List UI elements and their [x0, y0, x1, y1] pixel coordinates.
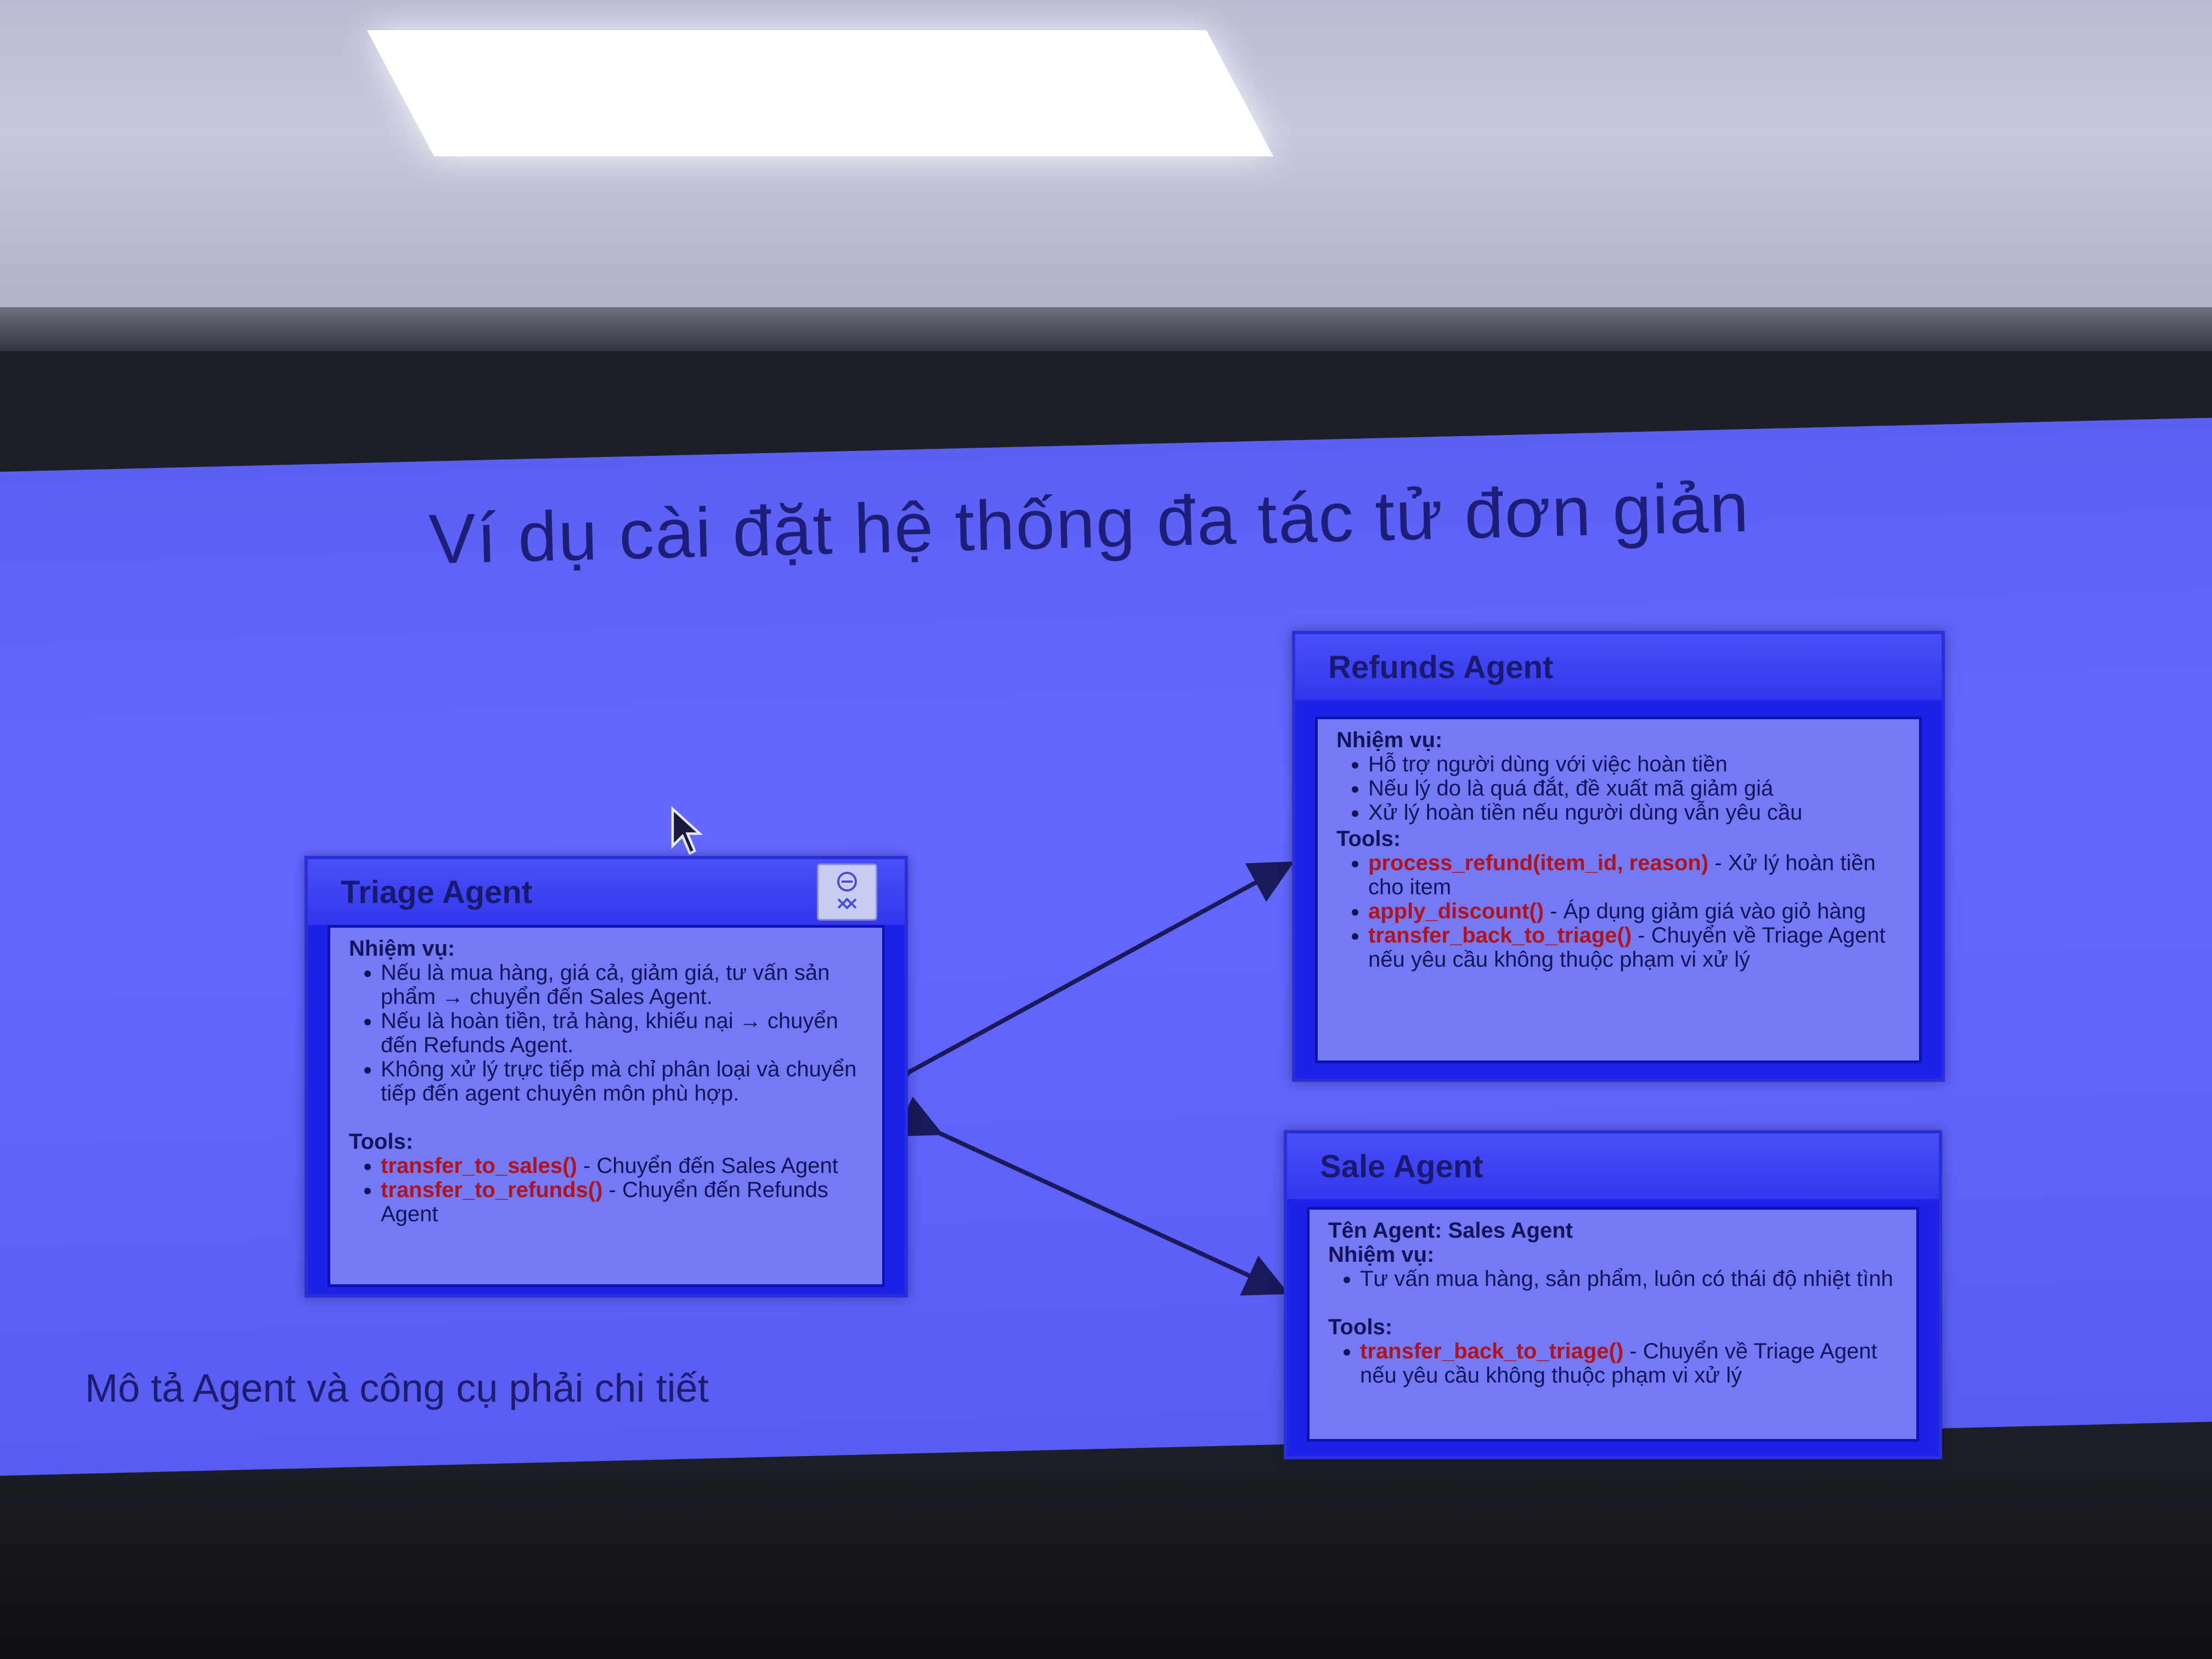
mouse-cursor-icon [668, 806, 707, 856]
tool-description: - Chuyển về Triage Agent nếu yêu cầu không thuộc phạm vi xử lý [1360, 1339, 1877, 1387]
arrow-triage-refunds [905, 866, 1286, 1074]
list-item [381, 1154, 864, 1178]
slide-title: Ví dụ cài đặt hệ thống đa tác tử đơn giản [428, 468, 1751, 579]
tool-description: - Chuyển về Triage Agent nếu yêu cầu không thuộc phạm vi xử lý [1368, 923, 1886, 972]
sale-agent-box[interactable] [1284, 1130, 1942, 1459]
tool-description: - Xử lý hoàn tiền cho item [1368, 851, 1876, 899]
sale-agent-title: Sale Agent [1287, 1133, 1939, 1199]
sale-tasks-list [1328, 1267, 1898, 1291]
refunds-tasks-label: Nhiệm vụ: [1336, 728, 1443, 752]
list-item: • Nếu là hoàn tiền, trả hàng, khiếu nại → chuyển đến Refunds Agent. [381, 1009, 864, 1057]
refunds-agent-title: Refunds Agent [1295, 634, 1942, 700]
tool-description: - Chuyển đến Refunds Agent [381, 1178, 828, 1226]
tool-function-name: transfer_to_sales() [381, 1154, 577, 1178]
list-item [1360, 1339, 1898, 1387]
list-item [1368, 899, 1900, 923]
triage-agent-box[interactable] [304, 856, 908, 1297]
tool-description: - Áp dụng giảm giá vào giỏ hàng [1544, 899, 1866, 923]
refunds-tasks-list [1336, 752, 1900, 825]
list-item: • Nếu là mua hàng, giá cả, giảm giá, tư vấn sản phẩm → chuyển đến Sales Agent. [381, 961, 864, 1009]
sale-agent-name: Tên Agent: Sales Agent [1328, 1218, 1573, 1243]
refunds-agent-box[interactable] [1292, 631, 1945, 1082]
list-item: • Hỗ trợ người dùng với việc hoàn tiền [1368, 752, 1900, 776]
tool-description: - Chuyển đến Sales Agent [577, 1154, 838, 1178]
triage-tools-list [349, 1154, 864, 1226]
list-item: • Nếu lý do là quá đắt, đề xuất mã giảm giá [1368, 776, 1900, 800]
list-item [381, 1178, 864, 1226]
tool-function-name: apply_discount() [1368, 899, 1544, 923]
list-item: • Tư vấn mua hàng, sản phẩm, luôn có thái độ nhiệt tình [1360, 1267, 1898, 1291]
sale-tools-list [1328, 1339, 1898, 1387]
list-item: • Không xử lý trực tiếp mà chỉ phân loại và chuyển tiếp đến agent chuyên môn phù hợp. [381, 1057, 864, 1105]
arrow-triage-sale [935, 1131, 1281, 1290]
slide-caption: Mô tả Agent và công cụ phải chi tiết [85, 1367, 709, 1410]
triage-tools-label: Tools: [349, 1130, 414, 1154]
refunds-tools-list [1336, 851, 1900, 972]
refunds-agent-body [1315, 716, 1922, 1063]
agent-icon [817, 864, 877, 921]
list-item [1368, 851, 1900, 899]
tool-function-name: transfer_back_to_triage() [1360, 1339, 1624, 1363]
list-item: • Xử lý hoàn tiền nếu người dùng vẫn yêu cầu [1368, 800, 1900, 825]
triage-agent-title: Triage Agent [308, 859, 905, 925]
tool-function-name: process_refund(item_id, reason) [1368, 851, 1709, 875]
tool-function-name: transfer_back_to_triage() [1368, 923, 1632, 947]
sale-tasks-label: Nhiệm vụ: [1328, 1243, 1435, 1267]
triage-tasks-list [349, 961, 864, 1105]
triage-tasks-label: Nhiệm vụ: [349, 936, 455, 961]
list-item [1368, 923, 1900, 972]
tool-function-name: transfer_to_refunds() [381, 1178, 603, 1202]
triage-agent-body [328, 925, 885, 1287]
sale-agent-body [1307, 1207, 1919, 1442]
refunds-tools-label: Tools: [1336, 827, 1401, 851]
sale-tools-label: Tools: [1328, 1315, 1393, 1339]
